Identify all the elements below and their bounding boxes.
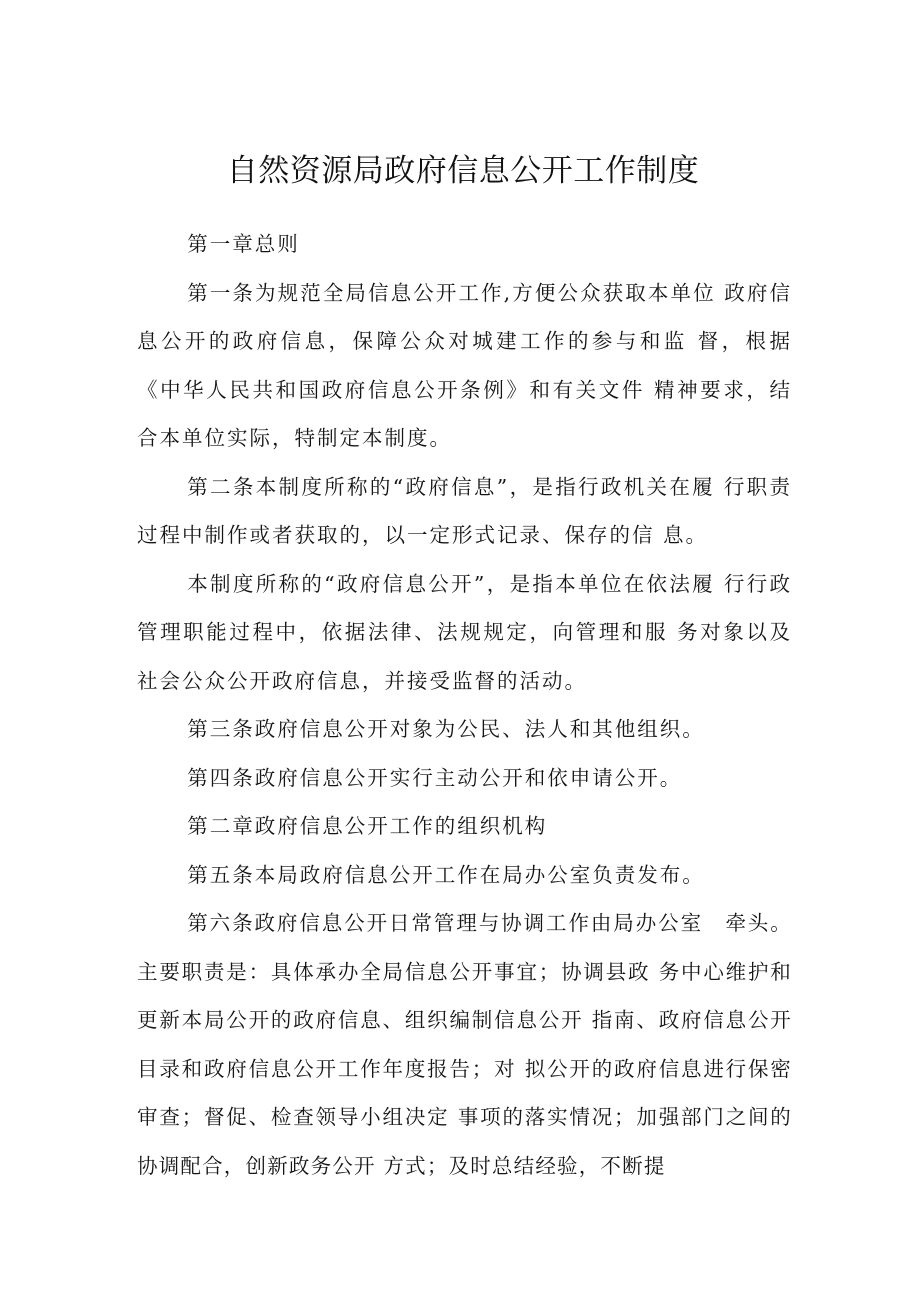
document-body bbox=[137, 220, 792, 1190]
article-paragraph: 第六条政府信息公开日常管理与协调工作由局办公室 牵头。主要职责是：具体承办全局信息公开事宜；协调县政 务中心维护和更新本局公开的政府信息、组织编制信息公开 指南、政府信息公开目录和政府信息公开工作年度报告；对 拟公开的政府信息进行保密审查；督促、检查领导小组决定 事项的落实情况；加强部门之间的协调配合，创新政务公开 方式；及时总结经验，不断提 bbox=[137, 911, 792, 1178]
chapter-heading: 第二章政府信息公开工作的组织机构 bbox=[187, 814, 548, 838]
article-paragraph: 第一条为规范全局信息公开工作,方便公众获取本单位 政府信息公开的政府信息，保障公众对城建工作的参与和监 督，根据《中华人民共和国政府信息公开条例》和有关文件 精神要求，结合本单位实际，特制定本制度。 bbox=[137, 280, 792, 450]
document-title: 自然资源局政府信息公开工作制度 bbox=[226, 153, 700, 189]
chapter-heading: 第一章总则 bbox=[187, 232, 300, 256]
article-paragraph: 第五条本局政府信息公开工作在局办公室负责发布。 bbox=[187, 862, 705, 887]
article-paragraph: 第二条本制度所称的“政府信息”，是指行政机关在履 行职责过程中制作或者获取的，以一定形式记录、保存的信 息。 bbox=[137, 474, 792, 547]
article-paragraph: 第四条政府信息公开实行主动公开和依申请公开。 bbox=[187, 765, 683, 790]
article-paragraph: 第三条政府信息公开对象为公民、法人和其他组织。 bbox=[187, 717, 705, 741]
article-paragraph: 本制度所称的“政府信息公开”，是指本单位在依法履 行行政管理职能过程中，依据法律、法规规定，向管理和服 务对象以及社会公众公开政府信息，并接受监督的活动。 bbox=[137, 571, 792, 693]
